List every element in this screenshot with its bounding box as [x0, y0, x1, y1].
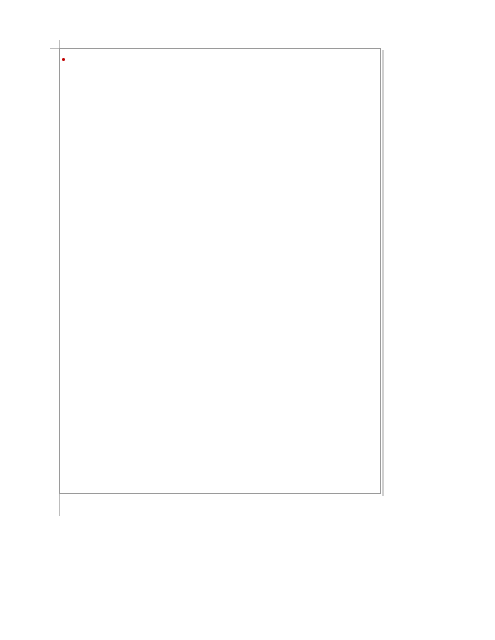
page-shadow [382, 50, 384, 496]
comment-anchor-marker [62, 58, 65, 61]
document-page[interactable] [59, 48, 381, 494]
page-bottom-guide [59, 494, 60, 516]
